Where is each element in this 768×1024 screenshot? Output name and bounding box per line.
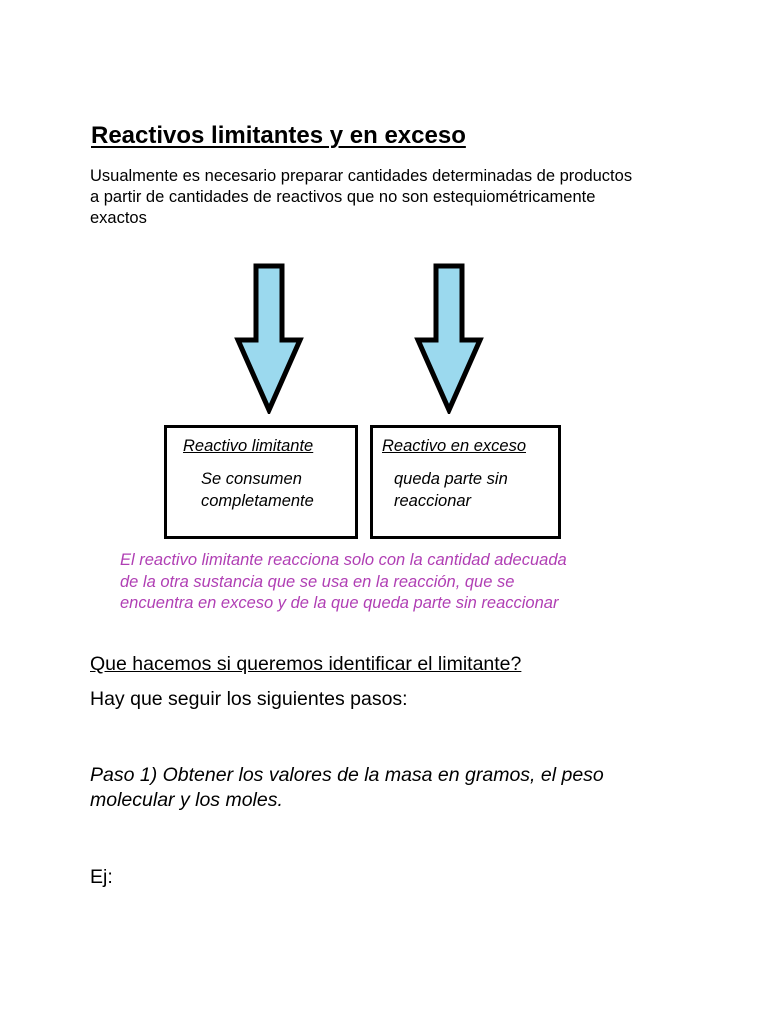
question-heading: Que hacemos si queremos identificar el limitante? bbox=[90, 653, 522, 675]
step-line: molecular y los moles. bbox=[90, 789, 283, 811]
explanation-note bbox=[120, 550, 567, 615]
box-heading: Reactivo limitante bbox=[183, 437, 314, 455]
note-line: encuentra en exceso y de la que queda parte sin reaccionar bbox=[120, 594, 559, 612]
excess-reagent-box bbox=[370, 425, 561, 539]
intro-paragraph bbox=[90, 166, 700, 229]
limiting-reagent-box bbox=[164, 425, 358, 539]
down-arrow-icon bbox=[234, 262, 304, 414]
box-heading: Reactivo en exceso bbox=[382, 437, 526, 455]
box-line: queda parte sin bbox=[394, 470, 508, 488]
step-line: Paso 1) Obtener los valores de la masa en gramos, el peso bbox=[90, 764, 604, 786]
example-label: Ej: bbox=[90, 866, 113, 888]
note-line: El reactivo limitante reacciona solo con la cantidad adecuada bbox=[120, 551, 567, 569]
page-title: Reactivos limitantes y en exceso bbox=[91, 122, 466, 149]
intro-line: exactos bbox=[90, 209, 147, 227]
down-arrow-icon bbox=[414, 262, 484, 414]
box-description bbox=[201, 468, 314, 512]
box-line: completamente bbox=[201, 492, 314, 510]
steps-intro: Hay que seguir los siguientes pasos: bbox=[90, 688, 408, 710]
note-line: de la otra sustancia que se usa en la reacción, que se bbox=[120, 572, 515, 591]
box-line: reaccionar bbox=[394, 492, 472, 510]
intro-line: Usualmente es necesario preparar cantidades determinadas de productos bbox=[90, 167, 633, 185]
intro-line: a partir de cantidades de reactivos que no son estequiométricamente bbox=[90, 188, 596, 206]
step-1 bbox=[90, 763, 604, 813]
box-description bbox=[394, 468, 508, 512]
box-line: Se consumen bbox=[201, 470, 302, 488]
